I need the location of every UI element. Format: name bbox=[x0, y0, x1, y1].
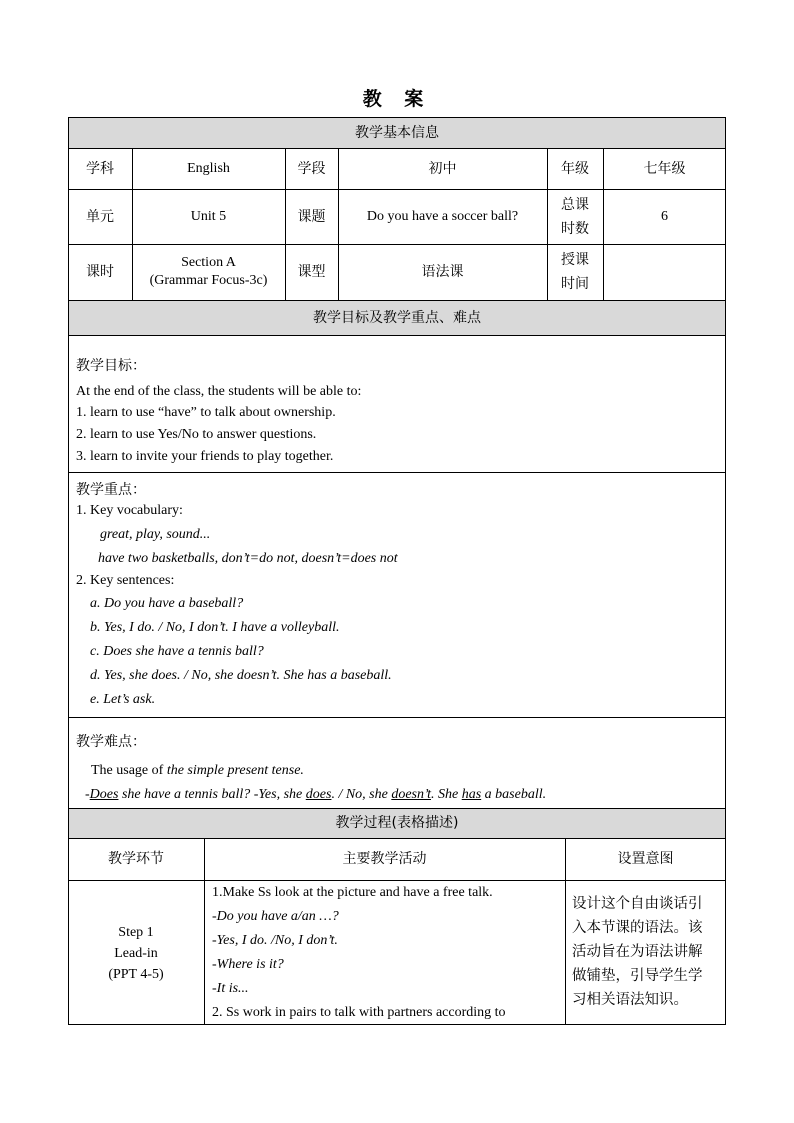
column-header-teaching-step: 教学环节 bbox=[108, 851, 164, 867]
unit-label: 单元 bbox=[86, 208, 114, 225]
table-border bbox=[603, 148, 604, 300]
topic-label: 课题 bbox=[297, 208, 326, 225]
objective-item: 2. learn to use Yes/No to answer questions. bbox=[76, 427, 317, 442]
total-hours-value: 6 bbox=[661, 208, 668, 224]
process-column-headers bbox=[68, 838, 726, 880]
subject-label: 学科 bbox=[86, 160, 114, 177]
grade-value: 七年级 bbox=[643, 160, 686, 177]
purpose-line: 做铺垫，引导学生学 bbox=[572, 968, 703, 984]
table-border bbox=[68, 335, 726, 336]
key-sentence: c. Does she have a tennis ball? bbox=[90, 644, 264, 659]
difficulties-line-1 bbox=[91, 763, 304, 779]
underlined-doesnt: doesn’t bbox=[391, 787, 431, 802]
table-border bbox=[68, 244, 726, 245]
table-border bbox=[68, 880, 726, 881]
section-header-objectives bbox=[68, 300, 726, 335]
activity-line: -It is... bbox=[212, 981, 249, 996]
total-hours-label bbox=[547, 189, 603, 244]
text-fragment: she have a tennis ball? -Yes, she bbox=[118, 787, 306, 802]
difficulties-line-2 bbox=[85, 787, 546, 803]
table-border bbox=[68, 838, 726, 839]
text-fragment: a baseball. bbox=[481, 787, 547, 802]
unit-value: Unit 5 bbox=[190, 208, 227, 224]
column-header-main-activities: 主要教学活动 bbox=[342, 851, 427, 867]
process-row-step-1 bbox=[68, 880, 726, 1024]
key-sentence: a. Do you have a baseball? bbox=[90, 596, 244, 611]
activity-line: -Do you have a/an …? bbox=[212, 909, 339, 924]
table-border bbox=[68, 808, 726, 809]
subject-value: English bbox=[187, 160, 230, 176]
objectives-block bbox=[68, 335, 726, 472]
text-fragment: - bbox=[85, 787, 90, 802]
period-value-line2: (Grammar Focus-3c) bbox=[149, 273, 268, 288]
difficulties-line-1-text: The usage of bbox=[91, 763, 164, 778]
section-header-label: 教学基本信息 bbox=[355, 124, 439, 141]
key-vocab-line: great, play, sound... bbox=[100, 527, 211, 542]
lesson-type-value: 语法课 bbox=[421, 264, 464, 280]
objectives-intro: At the end of the class, the students will be able to: bbox=[76, 384, 362, 399]
step-cell bbox=[68, 880, 204, 1024]
difficulties-block bbox=[68, 717, 726, 808]
objectives-title: 教学目标： bbox=[76, 358, 146, 374]
document-title: 教 案 bbox=[362, 88, 432, 110]
objective-item: 1. learn to use “have” to talk about ownership. bbox=[76, 405, 336, 420]
topic-value: Do you have a soccer ball? bbox=[366, 208, 519, 224]
section-header-label: 教学过程(表格描述) bbox=[335, 815, 459, 831]
period-label: 课时 bbox=[86, 264, 114, 280]
period-value bbox=[132, 244, 285, 300]
underlined-does: Does bbox=[89, 787, 119, 802]
step-subtitle: Lead-in bbox=[114, 946, 158, 961]
activity-line: -Yes, I do. /No, I don’t. bbox=[212, 933, 338, 948]
column-header-purpose: 设置意图 bbox=[617, 851, 674, 867]
teaching-time-label-line2: 时间 bbox=[561, 276, 589, 292]
key-vocab-line: have two basketballs, don’t=do not, doesn’t=does not bbox=[98, 551, 398, 566]
table-border bbox=[68, 117, 69, 1025]
info-row-unit bbox=[68, 189, 726, 244]
section-header-basic-info bbox=[68, 117, 726, 148]
table-border bbox=[68, 189, 726, 190]
key-vocab-label: 1. Key vocabulary: bbox=[76, 503, 183, 518]
key-points-title: 教学重点： bbox=[76, 482, 146, 498]
section-header-label: 教学目标及教学重点、难点 bbox=[313, 309, 481, 326]
purpose-line: 活动旨在为语法讲解 bbox=[572, 944, 703, 960]
stage-value: 初中 bbox=[428, 160, 457, 177]
purpose-line: 入本节课的语法。该 bbox=[572, 920, 703, 936]
total-hours-label-line2: 时数 bbox=[561, 220, 589, 237]
table-border bbox=[68, 148, 726, 149]
activity-line: -Where is it? bbox=[212, 957, 284, 972]
lesson-type-label: 课型 bbox=[297, 264, 326, 280]
table-border bbox=[565, 838, 566, 1024]
text-fragment: . / No, she bbox=[331, 787, 392, 802]
stage-label: 学段 bbox=[297, 160, 326, 177]
key-sentences-label: 2. Key sentences: bbox=[76, 573, 175, 588]
table-border bbox=[285, 148, 286, 300]
key-points-block bbox=[68, 472, 726, 717]
table-border bbox=[132, 148, 133, 300]
underlined-does: does bbox=[305, 787, 332, 802]
info-row-period bbox=[68, 244, 726, 300]
table-border bbox=[547, 148, 548, 300]
grade-label: 年级 bbox=[561, 160, 589, 177]
purpose-text bbox=[572, 892, 722, 1012]
total-hours-label-line1: 总课 bbox=[561, 196, 589, 213]
table-border bbox=[68, 117, 726, 118]
objective-item: 3. learn to invite your friends to play together. bbox=[76, 449, 334, 464]
difficulties-title: 教学难点： bbox=[76, 734, 146, 750]
table-border bbox=[68, 472, 726, 473]
table-border bbox=[68, 1024, 726, 1025]
info-row-subject bbox=[68, 148, 726, 189]
text-fragment: . She bbox=[431, 787, 462, 802]
underlined-has: has bbox=[461, 787, 482, 802]
table-border bbox=[338, 148, 339, 300]
step-ppt-ref: (PPT 4-5) bbox=[108, 967, 164, 982]
key-sentence: d. Yes, she does. / No, she doesn’t. She has a baseball. bbox=[90, 668, 392, 683]
table-border bbox=[725, 117, 726, 1025]
teaching-time-value bbox=[603, 244, 726, 300]
purpose-line: 习相关语法知识。 bbox=[572, 992, 688, 1008]
table-border bbox=[68, 300, 726, 301]
section-header-process bbox=[68, 808, 726, 838]
key-sentence: b. Yes, I do. / No, I don’t. I have a volleyball. bbox=[90, 620, 340, 635]
teaching-time-label-line1: 授课 bbox=[561, 252, 589, 268]
step-name: Step 1 bbox=[118, 925, 154, 940]
period-value-line1: Section A bbox=[181, 255, 236, 270]
table-border bbox=[204, 838, 205, 1024]
key-sentence: e. Let’s ask. bbox=[90, 692, 156, 707]
purpose-line: 设计这个自由谈话引 bbox=[572, 896, 703, 912]
table-border bbox=[68, 717, 726, 718]
teaching-time-label bbox=[547, 244, 603, 300]
activity-line: 2. Ss work in pairs to talk with partners according to bbox=[212, 1005, 506, 1020]
activity-line: 1.Make Ss look at the picture and have a free talk. bbox=[212, 885, 493, 900]
difficulties-line-1-italic: the simple present tense. bbox=[166, 763, 304, 778]
